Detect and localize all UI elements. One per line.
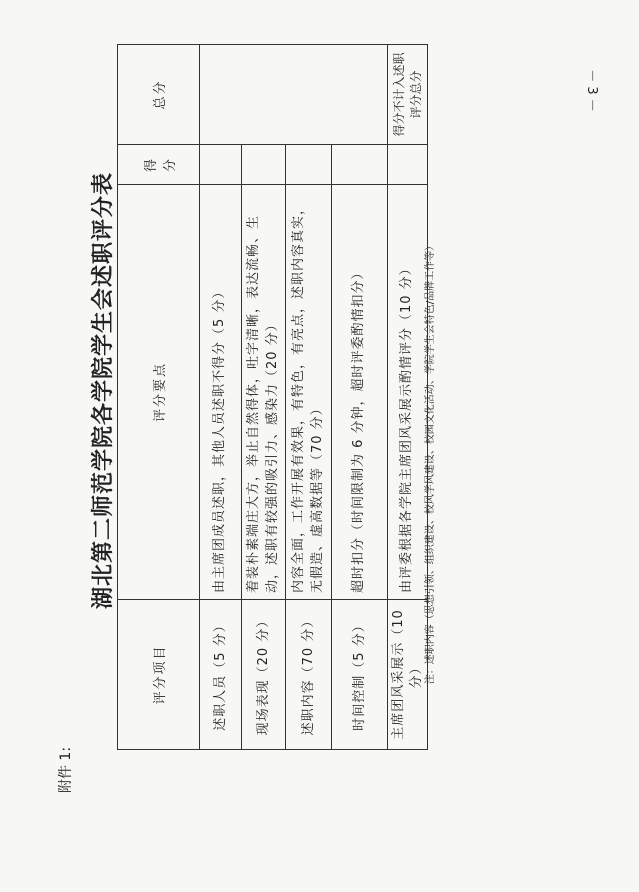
header-points: 评分要点: [118, 185, 200, 600]
table-footnote: [420, 165, 438, 760]
score-table-region: [117, 45, 422, 750]
row-item: 时间控制（5 分）: [332, 600, 388, 750]
total-cell: [200, 45, 388, 145]
row-score-cell: [242, 145, 286, 185]
row-points: 着装朴素端庄大方，举止自然得体，吐字清晰，表达流畅、生动，述职有较强的吸引力、感染力（20 分）: [242, 185, 286, 600]
row-points: 由主席团成员述职，其他人员述职不得分（5 分）: [200, 185, 242, 600]
page-number: [578, 70, 608, 110]
table-row: [286, 45, 332, 750]
row-score-cell: [332, 145, 388, 185]
table-row: [200, 45, 242, 750]
row-points: 超时扣分（时间限制为 6 分钟，超时评委酌情扣分）: [332, 185, 388, 600]
total-note: 得分不计入述职评分总分: [388, 45, 428, 145]
page-number-text: － 3 －: [583, 68, 599, 112]
table-row: [332, 45, 388, 750]
row-score-cell: [200, 145, 242, 185]
header-total: 总分: [118, 45, 200, 145]
row-item: 主席团风采展示（10 分）: [388, 600, 428, 750]
table-row: [242, 45, 286, 750]
attachment-label-text: 附件 1:: [58, 746, 75, 794]
table-header-row: [118, 45, 200, 750]
row-item: 现场表现（20 分）: [242, 600, 286, 750]
score-table-rotated: [117, 45, 422, 750]
header-score: 得分: [118, 145, 200, 185]
attachment-label: [50, 735, 80, 805]
row-points: 由评委根据各学院主席团风采展示酌情评分（10 分）: [388, 185, 428, 600]
table-footnote-text: 注：述职内容（思想引领、组织建设、校风学风建设、校园文化活动、学院学生会特色/品牌工作等）: [425, 240, 437, 685]
row-points: 内容全面，工作开展有效果，有特色，有亮点，述职内容真实，无假造、虚高数据等（70 分）: [286, 185, 332, 600]
header-item: 评分项目: [118, 600, 200, 750]
row-item: 述职内容（70 分）: [286, 600, 332, 750]
score-table: [117, 44, 428, 750]
document-title-text: 湖北第二师范学院各学院学生会述职评分表: [89, 171, 116, 609]
row-score-cell: [286, 145, 332, 185]
row-item: 述职人员（5 分）: [200, 600, 242, 750]
